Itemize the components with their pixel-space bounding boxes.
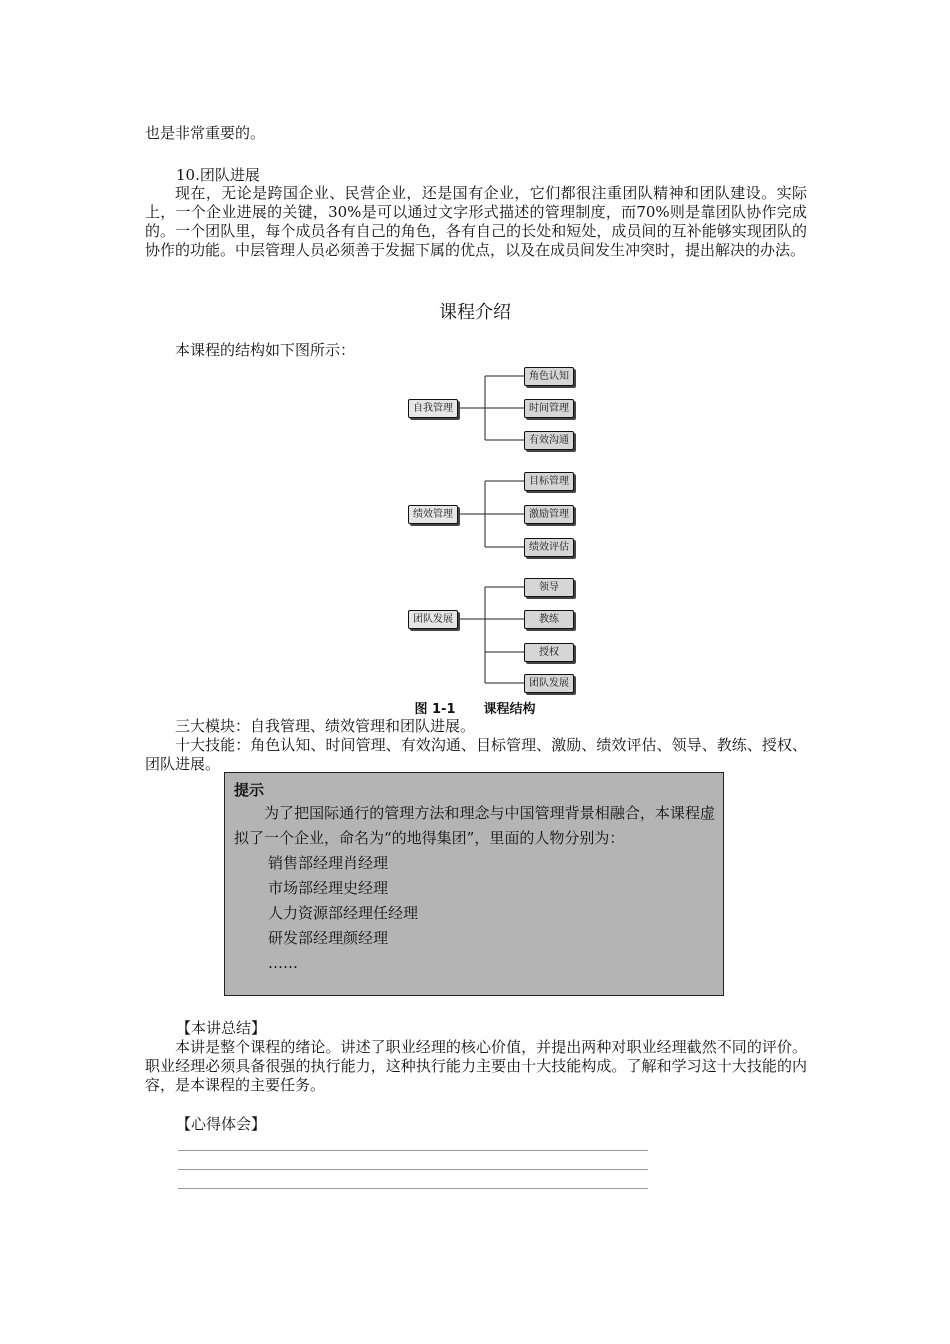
section-heading: 10.团队进展 [176, 166, 260, 184]
reflection-blank-line[interactable] [178, 1169, 648, 1170]
course-intro-lead: 本课程的结构如下图所示： [175, 341, 356, 359]
tip-person: 销售部经理肖经理 [268, 854, 389, 872]
tip-people-list [234, 851, 715, 976]
tip-ellipsis: …… [268, 954, 298, 972]
reflection-blank-line[interactable] [178, 1188, 648, 1189]
diagram-child-node: 绩效评估 [524, 538, 574, 557]
summary-body: 本讲是整个课程的绪论。讲述了职业经理的核心价值，并提出两种对职业经理截然不同的评价。职业经理必须具备很强的执行能力，这种执行能力主要由十大技能构成。了解和学习这十大技能的内容，是本课程的主要任务。 [145, 1038, 807, 1094]
reflection-blank-line[interactable] [178, 1150, 648, 1151]
diagram-child-node: 授权 [524, 643, 574, 662]
tip-body: 为了把国际通行的管理方法和理念与中国管理背景相融合，本课程虚拟了一个企业，命名为“的地得集团”，里面的人物分别为： [234, 804, 715, 847]
diagram-root-node: 绩效管理 [408, 505, 458, 524]
diagram-root-node: 自我管理 [408, 399, 458, 418]
diagram-child-node: 有效沟通 [524, 431, 574, 450]
diagram-child-node: 团队发展 [524, 674, 574, 693]
skills-paragraph: 十大技能：角色认知、时间管理、有效沟通、目标管理、激励、绩效评估、领导、教练、授权、团队进展。 [145, 736, 807, 773]
figure-number: 图 1-1 [414, 702, 456, 717]
course-intro-title: 课程介绍 [439, 302, 511, 323]
figure-title: 课程结构 [483, 702, 536, 717]
diagram-root-node: 团队发展 [408, 610, 458, 629]
course-structure-diagram [400, 362, 590, 697]
tip-person: 研发部经理颜经理 [268, 929, 389, 947]
intro-tail-paragraph: 也是非常重要的。 [145, 124, 266, 142]
diagram-child-node: 激励管理 [524, 505, 574, 524]
diagram-child-node: 目标管理 [524, 472, 574, 491]
tip-box [224, 772, 724, 996]
reflection-heading: 【心得体会】 [176, 1115, 267, 1133]
diagram-child-node: 时间管理 [524, 399, 574, 418]
diagram-child-node: 领导 [524, 578, 574, 597]
diagram-child-node: 教练 [524, 610, 574, 629]
modules-paragraph: 三大模块：自我管理、绩效管理和团队进展。 [175, 717, 476, 735]
figure-caption [0, 698, 950, 717]
tip-person: 人力资源部经理任经理 [268, 904, 419, 922]
section-body-paragraph: 现在，无论是跨国企业、民营企业，还是国有企业，它们都很注重团队精神和团队建设。实际上，一个企业进展的关键，30%是可以通过文字形式描述的管理制度，而70%则是靠团队协作完成的。一个团队里，每个成员各有自己的角色，各有自己的长处和短处，成员间的互补能够实现团队的协作的功能。中层管理人员必须善于发掘下属的优点，以及在成员间发生冲突时，提出解决的办法。 [145, 184, 807, 259]
diagram-child-node: 角色认知 [524, 367, 574, 386]
tip-title: 提示 [234, 781, 265, 799]
summary-heading: 【本讲总结】 [176, 1019, 267, 1037]
tip-person: 市场部经理史经理 [268, 879, 389, 897]
